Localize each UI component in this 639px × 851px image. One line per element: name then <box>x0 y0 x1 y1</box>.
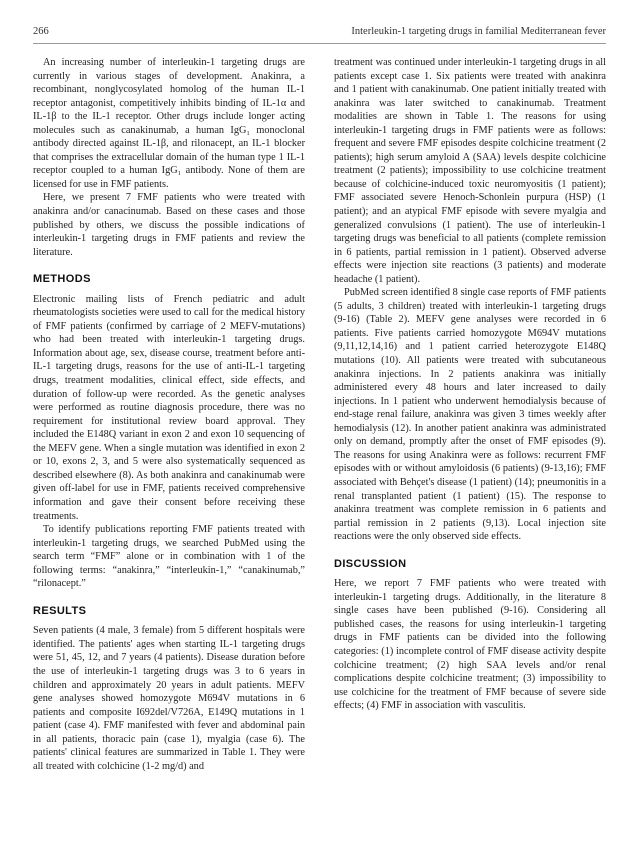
header-rule <box>33 43 606 44</box>
intro-paragraph-2: Here, we present 7 FMF patients who were treated with anakinra and/or canacinumab. Based on these cases and those published by others, we discuss the possible indications of interleukin-1 targeting drugs in FMF patients and review the literature. <box>33 192 305 258</box>
left-column <box>33 56 305 773</box>
discussion-paragraph: Here, we report 7 FMF patients who were treated with interleukin-1 targeting drugs. Additionally, in the literature 8 single cases have been published (9-16). Considering all published cases, the reasons for using interleukin-1 targeting drugs in FMF patients can be divided into the following categories: (1) incomplete control of FMF disease activity despite colchicine treatment; (2) high SAA levels and/or renal complications despite colchicine treatment; (3) impossibility to use colchicine for the treatment of FMF because of severe side effects; (4) FMF in association with vasculitis. <box>334 578 606 712</box>
methods-paragraph-1: Electronic mailing lists of French pediatric and adult rheumatologists societies were used to call for the medical history of FMF patients (confirmed by carriage of 2 MEFV-mutations) who had been treated with interleukin-1 targeting drugs. Information about age, sex, disease course, treatment before anti-IL-1 targeting drugs, reasons for the use of anti-IL-1 targeting drugs, treatment modalities, clinical effect, side effects, and duration of follow-up were recorded. As the genetic analyses were performed as routine diagnosis procedure, there was no requirement for institutional review board approval. They included the E148Q variant in exon 2 and exon 10 sequencing of the MEFV gene. When a single mutation was identified in exon 2 or 10, exons 2, 3, and 5 were also systematically sequenced as described elsewhere (8). As both anakinra and canakinumab were given off-label for use in FMF, patients received comprehensive information and gave their consent before receiving these treatments. <box>33 293 305 522</box>
methods-heading: METHODS <box>33 273 91 286</box>
results-continued-paragraph: treatment was continued under interleukin-1 targeting drugs in all patients except case 1. Six patients were treated with anakinra and 1 patient with canakinumab. One patient initially treated with anakinra was later switched to canakinumab. Treatment modalities are shown in Table 1. The reasons for using interleukin-1 targeting drugs in FMF patients were as follows: frequent and severe FMF episodes despite colchicine treatment (2 patients); high serum amyloid A (SAA) levels despite colchicine treatment (2 patients); impossibility to use colchicine treatment because of colchicine-induced toxic neuromyositis (1 patient); FMF associated severe Henoch-Schonlein purpura (HSP) (1 patient); and an atypical FMF episode with severe myalgia and generalized convulsions (1 patient). The use of interleukin-1 targeting drugs was beneficial to all patients (complete remission in 6 patients, partial remission in 1 patient). Observed adverse effects were injection site reactions (3 patients) and moderate headache (1 patient). <box>334 57 606 285</box>
right-column <box>334 56 606 713</box>
running-header <box>33 26 606 37</box>
methods-paragraph-2: To identify publications reporting FMF patients treated with interleukin-1 targeting drugs, we searched PubMed using the search term “FMF” alone or in combination with 1 of the following terms: “anakinra,” “interleukin-1,” “canakinumab,” “rilonacept.” <box>33 524 305 590</box>
discussion-heading: DISCUSSION <box>334 557 407 570</box>
intro-paragraph-1: An increasing number of interleukin-1 targeting drugs are currently in various stages of development. Anakinra, a recombinant, nonglycosylated homolog of the human IL-1 receptor antagonist, competitively inhibits binding of IL-1α and IL-1β to the IL-1 receptor. Other drugs include longer acting molecules such as canakinumab, a human IgG₁ monoclonal antibody directed against IL-1β, and rilonacept, an IL-1 blocker that comprises the extracellular domain of the human type 1 IL-1 receptor coupled to a human IgG₁ antibody. None of them are licensed for use in FMF patients. <box>33 57 305 190</box>
results-paragraph-1: Seven patients (4 male, 3 female) from 5 different hospitals were identified. The patients' ages when starting IL-1 targeting drugs were 51, 45, 12, and 7 years (4 patients). Disease duration before the use of interleukin-1 targeting drugs was 3 to 6 years in children and approximately 20 years in adult patients. MEFV gene analyses showed homozygote M694V mutations in 6 patients and composite I692del/V726A, E149Q mutations in 1 patient (case 4). FMF manifested with fever and abdominal pain in all patients, thoracic pain (case 1), myalgia (case 6). The patients' clinical features are summarized in Table 1. They were all treated with colchicine (1-2 mg/d) and <box>33 625 305 772</box>
page-number: 266 <box>33 26 49 37</box>
pubmed-paragraph: PubMed screen identified 8 single case reports of FMF patients (5 adults, 3 children) treated with interleukin-1 targeting drugs (9-16) (Table 2). MEFV gene analyses were recorded in 6 patients. Five patients carried homozygote M694V mutations (9,11,12,14,16) and 1 patient carried heterozygote E148Q mutations (10). All patients were treated with subcutaneous anakinra injections. In 2 patients anakinra was initially administered every 48 hours and later increased to daily injections. In 1 patient who underwent hemodialysis because of end-stage renal failure, anakinra was given 3 times weekly after hemodialysis (12). In another patient anakinra was administrated only on demand, promptly after the onset of FMF episodes (9). The reasons for using Anakinra were as follows: recurrent FMF episodes with or without amyloidosis (6 patients) (9-13,16); FMF associated with Behçet's disease (1 patient) (14); pneumonitis in a renal transplanted patient (1 patient) (15). The response to anakinra treatment was complete remission in 6 patients and partial remission in 2 patients (9,13). Local injection site reactions were the only observed side effects. <box>334 287 606 543</box>
results-heading: RESULTS <box>33 604 87 617</box>
running-title: Interleukin-1 targeting drugs in familial Mediterranean fever <box>351 26 606 37</box>
